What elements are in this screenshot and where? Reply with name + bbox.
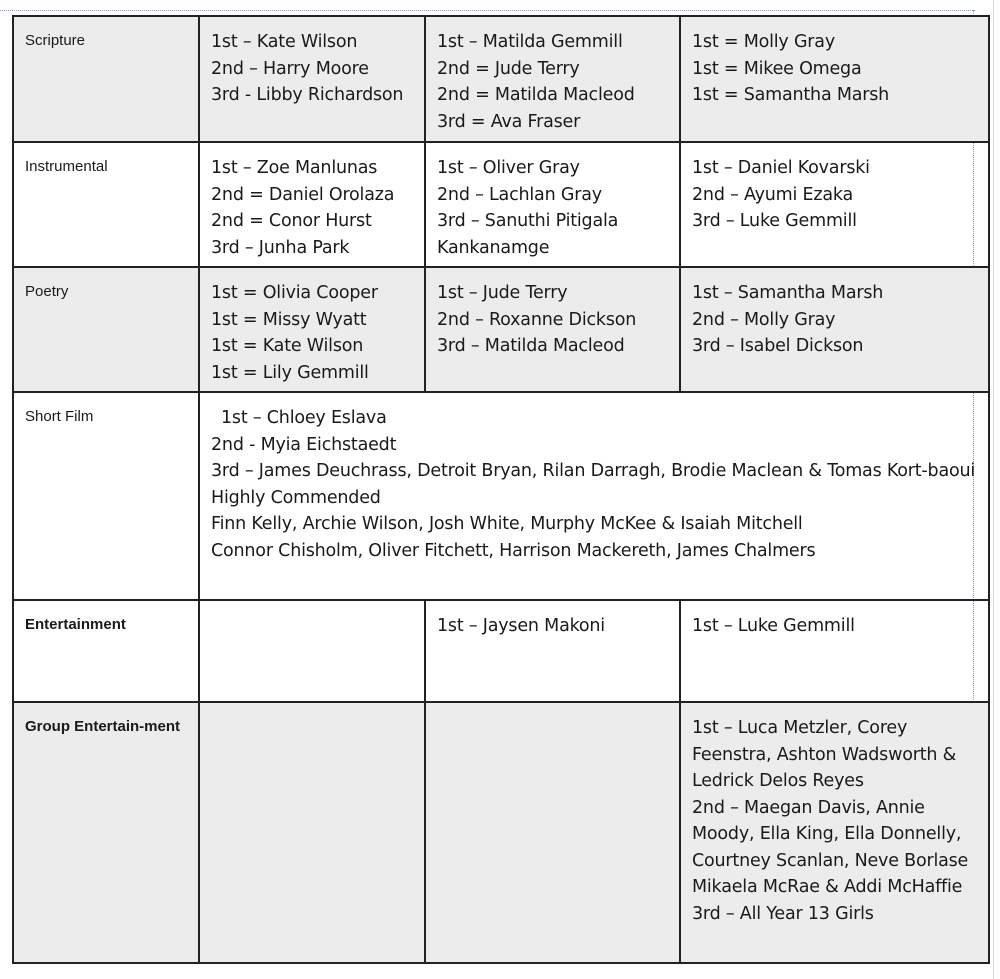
table-row-short-film <box>13 392 989 600</box>
list-item: 3rd – Junha Park <box>211 237 350 258</box>
list-item: 1st = Samantha Marsh <box>692 85 890 105</box>
scripture-winners-col3 <box>680 16 989 142</box>
instrumental-winners-col1 <box>199 142 425 267</box>
list-item: 2nd – Molly Gray <box>692 309 836 330</box>
list-item: Connor Chisholm, Oliver Fitchett, Harrison Mackereth, James Chalmers <box>211 540 816 561</box>
list-item: Highly Commended <box>211 487 381 508</box>
table-row-scripture <box>13 16 989 142</box>
list-item: 1st – Luca Metzler, Corey Feenstra, Ashton Wadsworth & Ledrick Delos Reyes <box>692 718 957 791</box>
list-item: Kankanamge <box>437 237 550 258</box>
table-row-poetry <box>13 267 989 392</box>
table-row-group-entertainment <box>13 702 989 963</box>
list-item: 1st – Kate Wilson <box>211 32 358 52</box>
list-item: 2nd – Ayumi Ezaka <box>692 184 854 205</box>
category-instrumental: Instrumental <box>13 142 199 267</box>
group-entertainment-winners-col1 <box>199 702 425 963</box>
list-item: 3rd – Luke Gemmill <box>692 211 857 231</box>
list-item: 2nd – Roxanne Dickson <box>437 309 637 330</box>
list-item: 3rd – All Year 13 Girls <box>692 903 874 924</box>
list-item: 2nd – Maegan Davis, Annie Moody, Ella King, Ella Donnelly, Courtney Scanlan, Neve Borlase Mikaela McRae & Addi McHaffie <box>692 797 969 897</box>
category-short-film: Short Film <box>13 392 199 600</box>
list-item: 1st – Luke Gemmill <box>692 616 855 636</box>
instrumental-winners-col2 <box>425 142 680 267</box>
list-item: 3rd – James Deuchrass, Detroit Bryan, Rilan Darragh, Brodie Maclean & Tomas Kort-baoui <box>211 461 976 481</box>
page-edge <box>993 0 994 979</box>
list-item: 1st – Jaysen Makoni <box>437 616 605 636</box>
list-item: 1st – Daniel Kovarski <box>692 158 870 178</box>
scripture-winners-col2 <box>425 16 680 142</box>
list-item: 1st – Matilda Gemmill <box>437 32 623 52</box>
list-item: 2nd = Daniel Orolaza <box>211 184 395 205</box>
group-entertainment-winners-col3 <box>680 702 989 963</box>
list-item: 3rd - Libby Richardson <box>211 85 404 105</box>
entertainment-winners-col3 <box>680 600 989 702</box>
list-item: 1st = Missy Wyatt <box>211 309 367 330</box>
entertainment-winners-col1 <box>199 600 425 702</box>
poetry-winners-col3 <box>680 267 989 392</box>
list-item: 3rd – Isabel Dickson <box>692 336 864 356</box>
list-item: 1st = Mikee Omega <box>692 58 862 79</box>
list-item: 1st – Zoe Manlunas <box>211 158 378 178</box>
list-item: Finn Kelly, Archie Wilson, Josh White, Murphy McKee & Isaiah Mitchell <box>211 514 803 534</box>
list-item: 2nd = Jude Terry <box>437 58 580 79</box>
table-row-entertainment <box>13 600 989 702</box>
category-poetry: Poetry <box>13 267 199 392</box>
category-scripture: Scripture <box>13 16 199 142</box>
short-film-winners <box>199 392 989 600</box>
list-item: 1st = Olivia Cooper <box>211 283 378 303</box>
list-item: 2nd – Harry Moore <box>211 58 369 79</box>
list-item: 3rd = Ava Fraser <box>437 111 581 132</box>
list-item: 1st – Chloey Eslava <box>221 408 387 428</box>
list-item: 1st – Samantha Marsh <box>692 283 884 303</box>
list-item: 2nd = Conor Hurst <box>211 211 372 231</box>
list-item: 3rd – Sanuthi Pitigala <box>437 211 619 231</box>
category-entertainment: Entertainment <box>13 600 199 702</box>
group-entertainment-winners-col2 <box>425 702 680 963</box>
list-item: 2nd - Myia Eichstaedt <box>211 434 397 455</box>
list-item: 1st – Oliver Gray <box>437 158 580 178</box>
list-item: 1st = Lily Gemmill <box>211 362 369 383</box>
list-item: 1st = Kate Wilson <box>211 336 364 356</box>
list-item: 3rd – Matilda Macleod <box>437 336 625 356</box>
list-item: 1st – Jude Terry <box>437 283 568 303</box>
category-group-entertainment: Group Entertain-ment <box>13 702 199 963</box>
entertainment-winners-col2 <box>425 600 680 702</box>
table-row-instrumental <box>13 142 989 267</box>
scripture-winners-col1 <box>199 16 425 142</box>
page-margin-guide-top <box>0 10 975 11</box>
poetry-winners-col1 <box>199 267 425 392</box>
list-item: 2nd = Matilda Macleod <box>437 85 635 105</box>
list-item: 1st = Molly Gray <box>692 32 835 52</box>
instrumental-winners-col3 <box>680 142 989 267</box>
list-item: 2nd – Lachlan Gray <box>437 184 602 205</box>
poetry-winners-col2 <box>425 267 680 392</box>
awards-results-table <box>12 15 990 964</box>
